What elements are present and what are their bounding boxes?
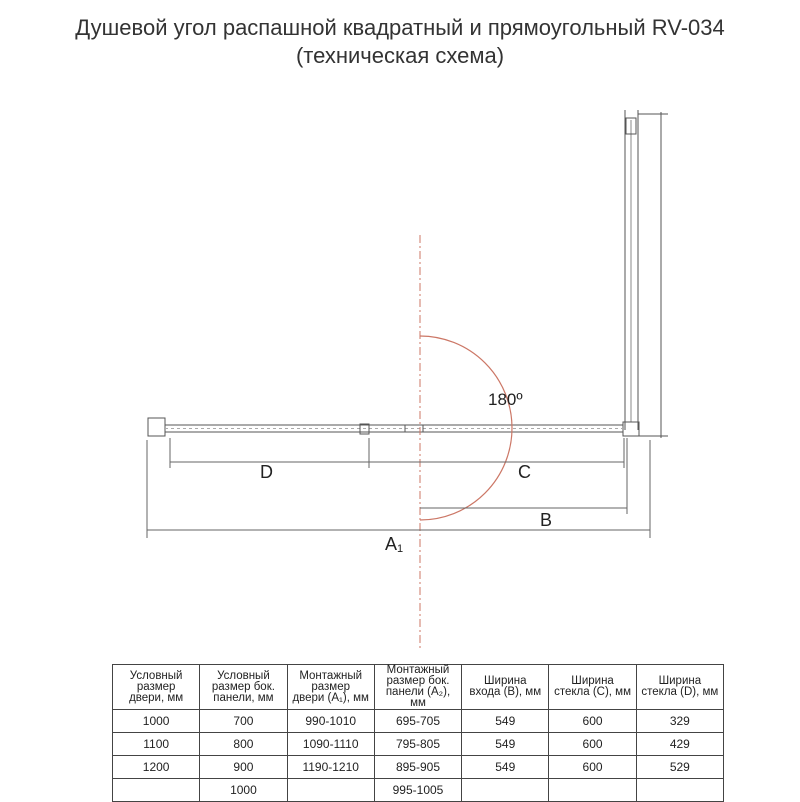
header-door-mount-size: Монтажный размер двери (A₁), мм bbox=[287, 665, 374, 710]
swing-angle-label: 180º bbox=[488, 390, 523, 409]
header-side-mount-size: Монтажный размер бок. панели (A₂), мм bbox=[374, 665, 461, 710]
table-cell bbox=[549, 779, 636, 802]
table-cell: 895-905 bbox=[374, 756, 461, 779]
specs-table bbox=[112, 664, 724, 802]
front-panel bbox=[148, 418, 623, 436]
table-cell: 995-1005 bbox=[374, 779, 461, 802]
table-cell: 529 bbox=[636, 756, 723, 779]
table-row bbox=[113, 779, 724, 802]
table-cell: 1200 bbox=[113, 756, 200, 779]
dim-d-label: D bbox=[260, 462, 273, 482]
table-cell: 900 bbox=[200, 756, 287, 779]
table-row bbox=[113, 756, 724, 779]
table-row bbox=[113, 710, 724, 733]
table-row bbox=[113, 733, 724, 756]
table-cell: 1000 bbox=[200, 779, 287, 802]
specs-table-header-row bbox=[113, 665, 724, 710]
table-cell bbox=[636, 779, 723, 802]
table-cell: 795-805 bbox=[374, 733, 461, 756]
side-panel bbox=[623, 110, 668, 438]
table-cell bbox=[113, 779, 200, 802]
table-cell: 429 bbox=[636, 733, 723, 756]
table-cell: 1190-1210 bbox=[287, 756, 374, 779]
table-cell: 549 bbox=[462, 756, 549, 779]
dim-c-label: C bbox=[518, 462, 531, 482]
table-cell: 549 bbox=[462, 733, 549, 756]
table-cell bbox=[287, 779, 374, 802]
table-cell: 1000 bbox=[113, 710, 200, 733]
table-cell: 695-705 bbox=[374, 710, 461, 733]
table-cell: 549 bbox=[462, 710, 549, 733]
table-cell: 1090-1110 bbox=[287, 733, 374, 756]
title-line-1: Душевой угол распашной квадратный и прямоугольный RV-034 bbox=[75, 15, 725, 40]
dim-a1-label: A1 bbox=[385, 534, 404, 555]
table-cell: 1100 bbox=[113, 733, 200, 756]
table-cell: 800 bbox=[200, 733, 287, 756]
table-cell: 990-1010 bbox=[287, 710, 374, 733]
header-glass-c-width: Ширина стекла (C), мм bbox=[549, 665, 636, 710]
header-side-panel-size: Условный размер бок. панели, мм bbox=[200, 665, 287, 710]
wall-profile-left bbox=[148, 418, 165, 436]
header-entry-width: Ширина входа (B), мм bbox=[462, 665, 549, 710]
table-cell bbox=[462, 779, 549, 802]
table-cell: 600 bbox=[549, 733, 636, 756]
header-door-size: Условный размер двери, мм bbox=[113, 665, 200, 710]
table-cell: 700 bbox=[200, 710, 287, 733]
table-cell: 329 bbox=[636, 710, 723, 733]
header-glass-d-width: Ширина стекла (D), мм bbox=[636, 665, 723, 710]
table-cell: 600 bbox=[549, 756, 636, 779]
dim-b-label: B bbox=[540, 510, 553, 530]
table-cell: 600 bbox=[549, 710, 636, 733]
title-line-2: (техническая схема) bbox=[295, 43, 505, 68]
dimension-d-c bbox=[170, 438, 624, 468]
dimension-a1 bbox=[147, 440, 650, 538]
